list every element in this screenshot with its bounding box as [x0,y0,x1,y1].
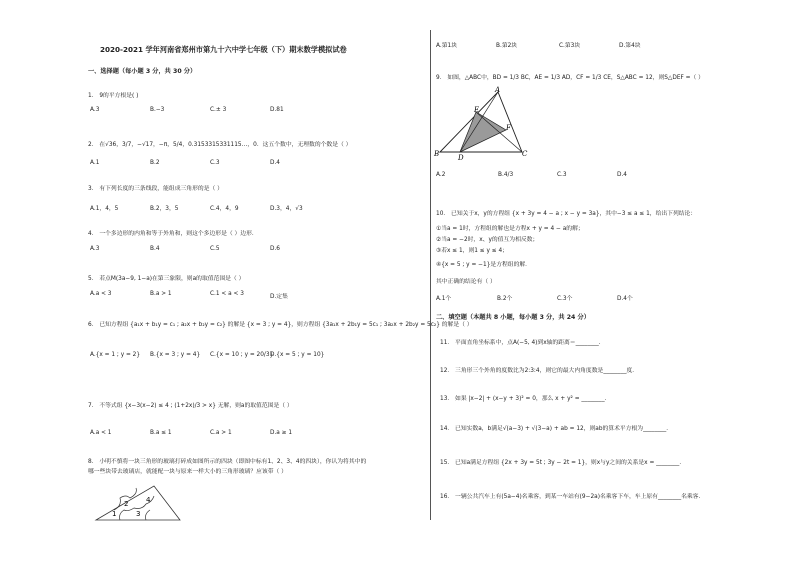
q10-option-d[interactable]: D.4个 [617,296,633,302]
vertex-label-d: D [458,154,464,162]
q3-option-c[interactable]: C.4，4，9 [210,206,239,212]
q3-option-a[interactable]: A.1，4，5 [90,206,119,212]
q3-option-b[interactable]: B.2，3，5 [150,206,179,212]
column-divider [430,30,431,520]
question-6: 6． 已知方程组 {a₁x + b₁y = c₁ ; a₂x + b₂y = c₂} 的解是 {x = 3 ; y = 4}，则方程组 {3a₁x + 2b₁y = 5c₁ ; 3a₂x + 2b₂y = 5c₂} 的解是（ ） [88,322,473,328]
q9-option-a[interactable]: A.2 [436,172,446,178]
broken-glass-figure [94,484,184,524]
section-heading-choice: 一、选择题（每小题 3 分，共 30 分） [88,68,197,75]
question-16: 16． 一辆公共汽车上有(5a−4)名乘客，到某一车站有(9−2a)名乘客下车，车上原有________名乘客． [440,494,705,500]
q4-option-c[interactable]: C.5 [210,246,220,252]
question-12: 12． 三角形三个外角的度数比为2:3:4，则它的最大内角度数是________度． [440,368,639,374]
q8-option-c[interactable]: C.第3块 [559,43,581,49]
q4-option-d[interactable]: D.6 [270,246,280,252]
glass-piece-label-4: 4 [146,496,151,504]
q7-option-b[interactable]: B.a ≤ 1 [150,430,172,436]
vertex-label-e: E [474,106,480,114]
question-7: 7． 不等式组 {x−3(x−2) ≤ 4 ; (1+2x)/3 > x} 无解，则a的取值范围是（ ） [88,403,293,409]
page-title: 2020-2021 学年河南省郑州市第九十六中学七年级（下）期末数学模拟试卷 [100,45,347,54]
q10-prompt: 其中正确的结论有（ ） [436,279,496,285]
vertex-label-f: F [506,124,511,132]
question-2: 2． 在√36，3/7，−√17，−π，5/4，0.3153315331115…，0．这五个数中，无理数的个数是（ ） [88,142,352,148]
q1-option-d[interactable]: D.81 [270,107,284,113]
question-9: 9． 如图，△ABC中，BD = 1/3 BC，AE = 1/3 AD，CF = 1/3 CE，S△ABC = 12，则S△DEF =（ ） [436,75,704,81]
q5-option-d[interactable]: D.定集 [270,294,288,300]
q6-option-c[interactable]: C.{x = 10 ; y = 20/3} [210,352,274,358]
q9-option-c[interactable]: C.3 [557,172,567,178]
question-10: 10． 已知关于x，y的方程组 {x + 3y = 4 − a ; x − y = 3a}，其中−3 ≤ a ≤ 1，给出下列结论： [436,211,697,217]
glass-piece-label-1: 1 [112,510,117,518]
q8-option-b[interactable]: B.第2块 [496,43,518,49]
q7-option-a[interactable]: A.a < 1 [90,430,112,436]
q2-option-c[interactable]: C.3 [210,160,220,166]
q10-option-b[interactable]: B.2个 [497,296,513,302]
question-13: 13． 如果 |x−2| + (x−y + 3)² = 0，那么 x + y² = ________． [440,396,611,402]
q1-option-c[interactable]: C.± 3 [210,107,227,113]
q8-option-d[interactable]: D.第4块 [619,43,641,49]
q4-option-b[interactable]: B.4 [150,246,160,252]
q7-option-c[interactable]: C.a > 1 [210,430,232,436]
q2-option-d[interactable]: D.4 [270,160,280,166]
q1-option-b[interactable]: B.−3 [150,107,165,113]
q3-option-d[interactable]: D.3，4，√3 [270,206,303,212]
q8-option-a[interactable]: A.第1块 [436,43,457,49]
question-5: 5． 若点M(3a−9, 1−a)在第三象限，则a的取值范围是（ ） [88,276,245,282]
q10-statement-1: ①当a = 1时，方程组的解也是方程x + y = 4 − a的解； [436,226,584,232]
question-15: 15． 已知a满足方程组 {2x + 3y = 5t ; 3y − 2t = 1}，则x与y之间的关系是x = ________． [440,460,686,466]
q10-option-a[interactable]: A.1个 [436,296,452,302]
question-4: 4． 一个多边形的内角和等于外角和，则这个多边形是（ ）边形． [88,231,258,237]
q5-option-a[interactable]: A.a < 3 [90,291,112,297]
vertex-label-c: C [522,150,528,158]
triangle-abc-figure [432,86,542,162]
q5-option-c[interactable]: C.1 < a < 3 [210,291,244,297]
q5-option-b[interactable]: B.a > 1 [150,291,172,297]
q6-option-d[interactable]: D.{x = 5 ; y = 10} [270,352,325,358]
q6-option-b[interactable]: B.{x = 3 ; y = 4} [150,352,201,358]
question-8-line-2: 哪一些块带去玻璃店，就能配一块与原来一样大小的三角形玻璃？应该带（ ） [88,469,287,475]
glass-piece-label-2: 2 [124,500,129,508]
q10-option-c[interactable]: C.3个 [557,296,573,302]
question-11: 11． 平面直角坐标系中，点A(−5, 4)到x轴的距离＝________． [440,340,605,346]
q2-option-b[interactable]: B.2 [150,160,160,166]
glass-piece-label-3: 3 [136,510,141,518]
q6-option-a[interactable]: A.{x = 1 ; y = 2} [90,352,141,358]
question-3: 3． 有下列长度的三条线段，能组成三角形的是（ ） [88,186,223,192]
q2-option-a[interactable]: A.1 [90,160,100,166]
question-1: 1． 9的平方根是( ) [88,93,139,99]
q9-option-b[interactable]: B.4/3 [498,172,514,178]
question-14: 14． 已知实数a，b满足√(a−3) + √(3−a) + ab = 12，则ab的算术平方根为________． [440,426,673,432]
q10-statement-2: ②当a = −2时，x、y的值互为相反数； [436,237,539,243]
q7-option-d[interactable]: D.a ≥ 1 [270,430,293,436]
vertex-label-a: A [495,86,501,94]
q10-statement-4: ④{x = 5 ; y = −1}是方程组的解． [436,262,531,268]
q9-option-d[interactable]: D.4 [617,172,627,178]
section-heading-fill: 二、填空题（本题共 8 小题，每小题 3 分，共 24 分） [436,314,590,321]
q10-statement-3: ③若x ≤ 1，则1 ≤ y ≤ 4； [436,248,508,254]
q1-option-a[interactable]: A.3 [90,107,100,113]
question-8-line-1: 8． 小明不慎将一块三角形的玻璃打碎成如图所示的四块（即图中标有1、2、3、4的四块），你认为将其中的 [88,459,367,465]
vertex-label-b: B [434,150,440,158]
q4-option-a[interactable]: A.3 [90,246,100,252]
